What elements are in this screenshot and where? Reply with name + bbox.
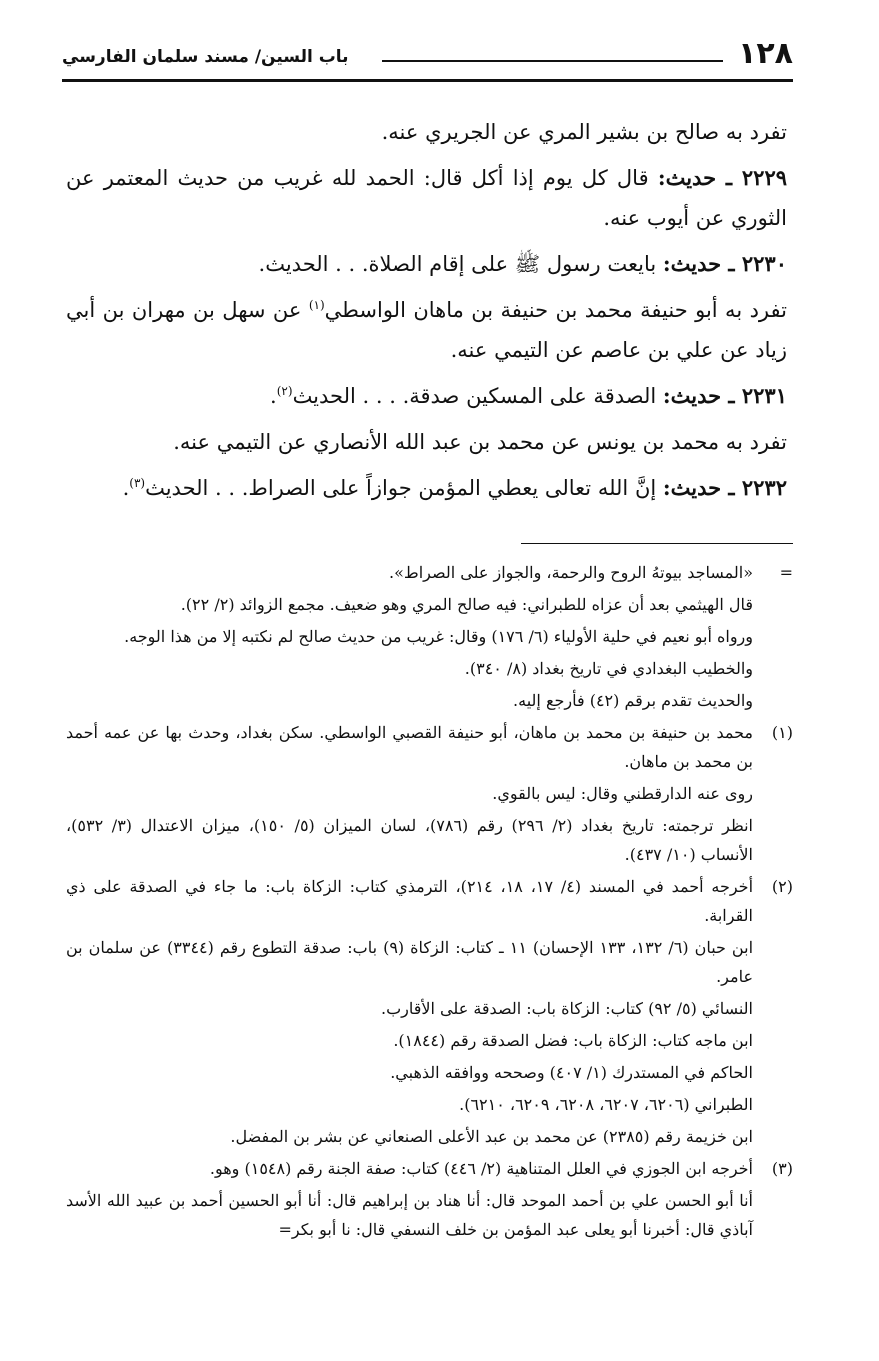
footnote-text: أخرجه ابن الجوزي في العلل المتناهية (٢/ ٤٤٦) كتاب: صفة الجنة رقم (١٥٤٨) وهو.	[209, 1159, 753, 1178]
footnote-text: «المساجد بيوتهُ الروح والرحمة، والجواز على الصراط».	[389, 563, 753, 582]
footnote-line: روى عنه الدارقطني وقال: ليس بالقوي.	[492, 784, 753, 803]
footnote-3	[66, 1154, 793, 1183]
footnote-line: انظر ترجمته: تاريخ بغداد (٢/ ٢٩٦) رقم (٧٨٦)، لسان الميزان (٥/ ١٥٠)، ميزان الاعتدال (٣/ ٥٣٢)، الأنساب (١٠/ ٤٣٧).	[66, 816, 753, 864]
hadith-2230	[66, 244, 793, 284]
footnote-ref: (١)	[308, 298, 325, 312]
footnote-line: الحاكم في المستدرك (١/ ٤٠٧) وصححه ووافقه الذهبي.	[390, 1063, 753, 1082]
hadith-text: إنَّ الله تعالى يعطي المؤمن جوازاً على الصراط. . . الحديث	[145, 476, 663, 500]
footnote-continued	[66, 558, 793, 587]
paragraph	[66, 422, 793, 462]
footnote-line: والحديث تقدم برقم (٤٢) فأرجع إليه.	[513, 691, 753, 710]
hadith-text: الصدقة على المسكين صدقة. . . . الحديث	[292, 384, 663, 408]
footnote-number: (١)	[771, 723, 793, 742]
paragraph-text: تفرد به محمد بن يونس عن محمد بن عبد الله الأنصاري عن التيمي عنه.	[173, 430, 787, 454]
footnote-line: والخطيب البغدادي في تاريخ بغداد (٨/ ٣٤٠).	[464, 659, 753, 678]
hadith-2229	[66, 158, 793, 238]
main-text	[66, 112, 793, 514]
hadith-text: قال كل يوم إذا أكل قال: الحمد لله غريب من حديث المعتمر عن الثوري عن أيوب عنه.	[66, 166, 787, 230]
paragraph-text: تفرد به صالح بن بشير المري عن الجريري عنه.	[381, 120, 787, 144]
footnote-number: (٣)	[771, 1159, 793, 1178]
footnote-ref: (٢)	[276, 384, 293, 398]
footnote-2	[66, 872, 793, 930]
hadith-2232	[66, 468, 793, 508]
footnote-line: ورواه أبو نعيم في حلية الأولياء (٦/ ١٧٦) وقال: غريب من حديث صالح لم نكتبه إلا من هذا الوجه.	[124, 627, 753, 646]
footnote-line: أنا أبو الحسن علي بن أحمد الموحد قال: أنا هناد بن إبراهيم قال: أنا أبو الحسين أحمد بن عبيد الله الأسد آباذي قال: أخبرنا أبو يعلى عبد المؤمن بن خلف النسفي قال: نا أبو بكر=	[66, 1191, 753, 1239]
hadith-text: .	[122, 476, 130, 500]
footnote-number: =	[779, 563, 793, 582]
hadith-number: ٢٢٣٠ ـ حديث:	[662, 251, 787, 276]
paragraph	[66, 290, 793, 370]
footnote-line: ابن خزيمة رقم (٢٣٨٥) عن محمد بن عبد الأعلى الصنعاني عن بشر بن المفضل.	[230, 1127, 753, 1146]
footnote-text: محمد بن حنيفة بن محمد بن ماهان، أبو حنيفة القصبي الواسطي. سكن بغداد، وحدث بها عن عمه أحمد بن محمد بن ماهان.	[66, 723, 753, 771]
footnote-line: الطبراني (٦٢٠٦، ٦٢٠٧، ٦٢٠٨، ٦٢٠٩، ٦٢١٠).	[459, 1095, 753, 1114]
header-dash-line	[382, 60, 723, 62]
header-rule	[62, 79, 793, 82]
running-title: باب السين/ مسند سلمان الفارسي	[62, 47, 349, 67]
paragraph-text: تفرد به أبو حنيفة محمد بن حنيفة بن ماهان الواسطي	[324, 298, 787, 322]
hadith-2231	[66, 376, 793, 416]
footnote-ref: (٣)	[129, 476, 146, 490]
paragraph	[66, 112, 793, 152]
footnote-text: أخرجه أحمد في المسند (٤/ ١٧، ١٨، ٢١٤)، الترمذي كتاب: الزكاة باب: ما جاء في الصدقة على ذي القرابة.	[66, 877, 754, 925]
hadith-number: ٢٢٣٢ ـ حديث:	[662, 475, 787, 500]
footnote-line: النسائي (٥/ ٩٢) كتاب: الزكاة باب: الصدقة على الأقارب.	[381, 999, 753, 1018]
page-header	[62, 34, 793, 78]
footnote-line: قال الهيثمي بعد أن عزاه للطبراني: فيه صالح المري وهو ضعيف. مجمع الزوائد (٢/ ٢٢).	[180, 595, 753, 614]
hadith-number: ٢٢٢٩ ـ حديث:	[657, 165, 788, 190]
footnote-line: ابن ماجه كتاب: الزكاة باب: فضل الصدقة رقم (١٨٤٤).	[393, 1031, 753, 1050]
hadith-number: ٢٢٣١ ـ حديث:	[662, 383, 787, 408]
footnotes	[66, 558, 793, 1247]
footnote-separator	[521, 543, 793, 544]
footnote-number: (٢)	[771, 877, 793, 896]
page-number: ١٢٨	[738, 36, 793, 71]
footnote-1	[66, 718, 793, 776]
footnote-line: ابن حبان (٦/ ١٣٢، ١٣٣ الإحسان) ١١ ـ كتاب: الزكاة (٩) باب: صدقة التطوع رقم (٣٣٤٤) عن سلمان بن عامر.	[66, 938, 754, 986]
paragraph-text: عن سهل بن مهران بن أبي زياد عن علي بن عاصم عن التيمي عنه.	[66, 298, 787, 362]
hadith-text: بايعت رسول ﷺ على إقام الصلاة. . . الحديث.	[258, 252, 663, 276]
hadith-text: .	[270, 384, 277, 408]
